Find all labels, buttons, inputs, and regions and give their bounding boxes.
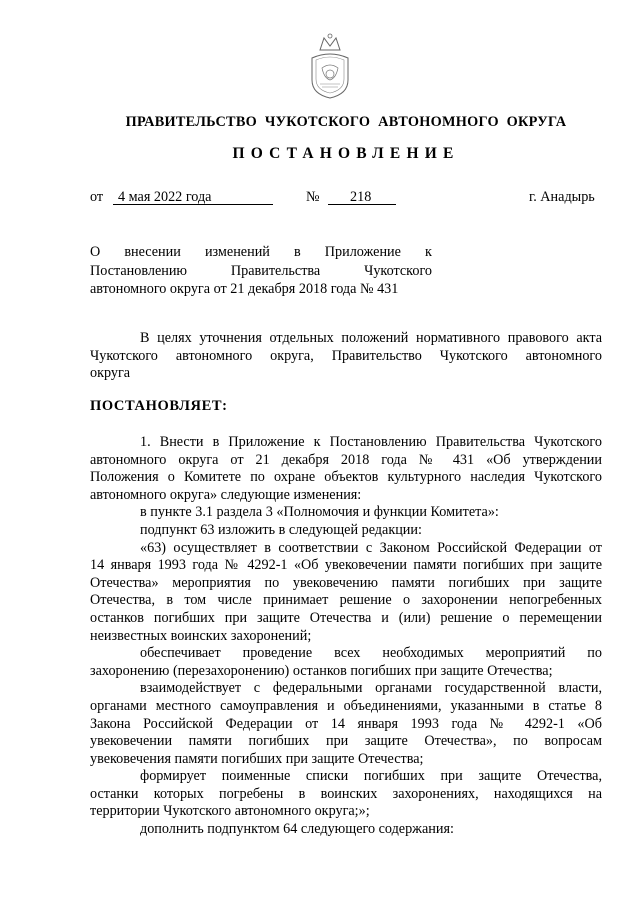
city: г. Анадырь	[529, 189, 595, 205]
subject-line-3: автономного округа от 21 декабря 2018 года № 431	[90, 281, 399, 297]
paragraph-8: дополнить подпунктом 64 следующего содержания:	[140, 821, 454, 838]
date-field	[113, 189, 273, 206]
preamble: В целях уточнения отдельных положений нормативного правового акта Чукотского автономного округа, Правительство Чукотского автономного округа	[90, 330, 602, 382]
paragraph-5: обеспечивает проведение всех необходимых мероприятий по захоронению (перезахоронению) останков погибших при защите Отечества;	[90, 645, 602, 679]
number-prefix: №	[306, 189, 320, 205]
document-type-title: ПОСТАНОВЛЕНИЕ	[232, 145, 460, 162]
paragraph-3: подпункт 63 изложить в следующей редакции:	[140, 521, 422, 538]
paragraph-7: формирует поименные списки погибших при защите Отечества, останки которых погребены в воинских захоронениях, находящихся на территории Чукотского автономного округа;»;	[90, 768, 602, 820]
coat-of-arms-emblem	[306, 28, 354, 100]
subject-line-1: О внесении изменений в Приложение к	[90, 244, 432, 260]
government-name: ПРАВИТЕЛЬСТВО ЧУКОТСКОГО АВТОНОМНОГО ОКРУГА	[125, 114, 567, 130]
number-field	[328, 189, 396, 206]
date-prefix: от	[90, 189, 104, 205]
document-subject	[90, 243, 432, 299]
paragraph-1: 1. Внести в Приложение к Постановлению Правительства Чукотского автономного округа от 21 декабря 2018 года № 431 «Об утверждении Положения о Комитете по охране объектов культурного наследия Чукотского автономного округа» следующие изменения:	[90, 434, 602, 503]
subject-line-2: Постановлению Правительства Чукотского	[90, 262, 432, 279]
resolve-heading: ПОСТАНОВЛЯЕТ:	[90, 398, 228, 414]
paragraph-2: в пункте 3.1 раздела 3 «Полномочия и функции Комитета»:	[140, 504, 499, 521]
document-date: 4 мая 2022 года	[118, 189, 212, 205]
decree-body	[90, 434, 602, 839]
document-number: 218	[350, 189, 372, 205]
paragraph-4: «63) осуществляет в соответствии с Законом Российской Федерации от 14 января 1993 года № 4292-1 «Об увековечении памяти погибших при защите Отечества» мероприятия по увековечению памяти погибших при защите Отечества, в том числе принимает решение о захоронении непогребенных останков погибших при защите Отечества и (или) решение о перемещении неизвестных воинских захоронений;	[90, 539, 602, 644]
paragraph-6: взаимодействует с федеральными органами государственной власти, органами местного самоуправления и объединениями, указанными в статье 8 Закона Российской Федерации от 14 января 1993 года № 4292-1 «Об увековечении памяти погибших при защите Отечества», по вопросам увековечения памяти погибших при защите Отечества;	[90, 680, 602, 767]
